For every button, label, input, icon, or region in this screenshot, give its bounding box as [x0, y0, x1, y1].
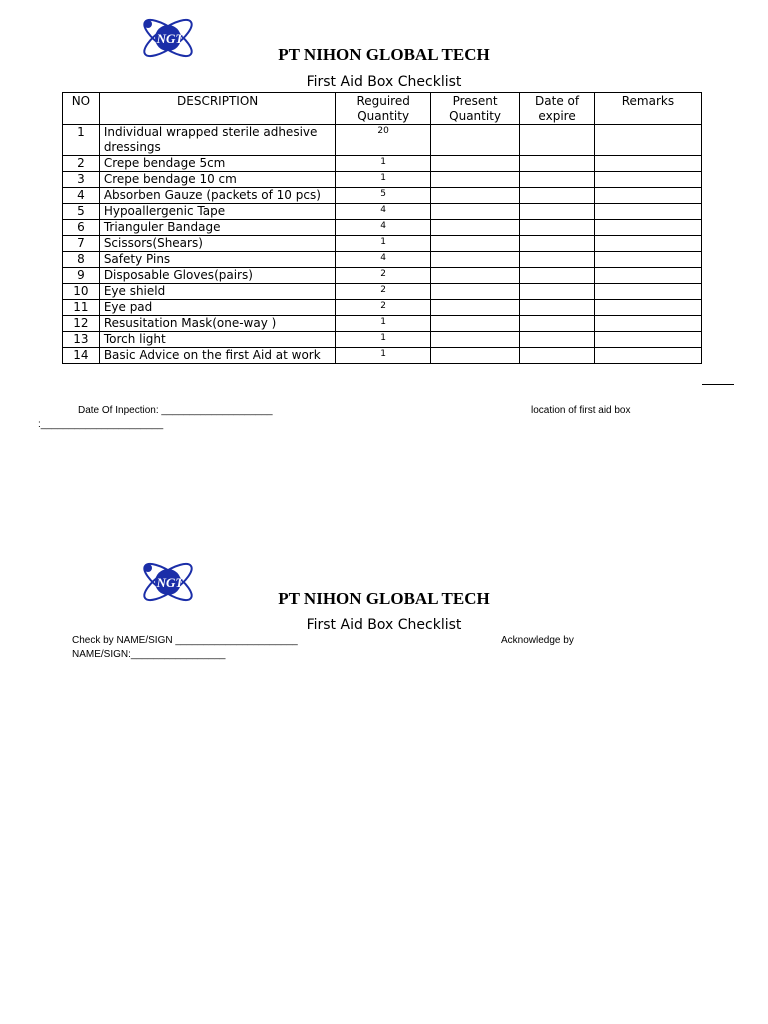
- row-number: 12: [63, 316, 100, 332]
- row-date-of-expire-cell[interactable]: [520, 332, 594, 348]
- row-remarks-cell[interactable]: [594, 188, 701, 204]
- row-remarks-cell[interactable]: [594, 300, 701, 316]
- location-field[interactable]: :______________________: [38, 419, 164, 430]
- header-no: NO: [63, 93, 100, 125]
- row-present-quantity-cell[interactable]: [430, 125, 519, 156]
- row-remarks-cell[interactable]: [594, 236, 701, 252]
- row-number: 11: [63, 300, 100, 316]
- row-required-quantity: 1: [336, 348, 430, 364]
- acknowledge-label: Acknowledge by: [501, 635, 574, 646]
- row-remarks-cell[interactable]: [594, 284, 701, 300]
- company-name: PT NIHON GLOBAL TECH: [278, 45, 490, 64]
- table-row: [63, 252, 702, 268]
- row-required-quantity: 5: [336, 188, 430, 204]
- row-present-quantity-cell[interactable]: [430, 188, 519, 204]
- row-required-quantity: 1: [336, 236, 430, 252]
- company-name: PT NIHON GLOBAL TECH: [278, 589, 490, 608]
- row-date-of-expire-cell[interactable]: [520, 236, 594, 252]
- table-row: [63, 125, 702, 156]
- header-description: DESCRIPTION: [99, 93, 336, 125]
- row-number: 14: [63, 348, 100, 364]
- table-row: [63, 348, 702, 364]
- table-trailing-line: [702, 384, 734, 385]
- row-required-quantity: 2: [336, 300, 430, 316]
- row-number: 6: [63, 220, 100, 236]
- row-date-of-expire-cell[interactable]: [520, 125, 594, 156]
- row-required-quantity: 1: [336, 316, 430, 332]
- row-number: 13: [63, 332, 100, 348]
- row-date-of-expire-cell[interactable]: [520, 316, 594, 332]
- row-remarks-cell[interactable]: [594, 332, 701, 348]
- table-row: [63, 284, 702, 300]
- row-date-of-expire-cell[interactable]: [520, 300, 594, 316]
- logo-text: NGT: [156, 575, 184, 590]
- row-date-of-expire-cell[interactable]: [520, 268, 594, 284]
- row-date-of-expire-cell[interactable]: [520, 284, 594, 300]
- row-description: Eye shield: [99, 284, 336, 300]
- table-row: [63, 172, 702, 188]
- table-row: [63, 268, 702, 284]
- row-present-quantity-cell[interactable]: [430, 172, 519, 188]
- table-row: [63, 204, 702, 220]
- row-description: Resusitation Mask(one-way ): [99, 316, 336, 332]
- row-number: 7: [63, 236, 100, 252]
- row-description: Torch light: [99, 332, 336, 348]
- row-number: 5: [63, 204, 100, 220]
- row-description: Absorben Gauze (packets of 10 pcs): [99, 188, 336, 204]
- table-row: [63, 188, 702, 204]
- header-present-quantity: Present Quantity: [430, 93, 519, 125]
- row-number: 9: [63, 268, 100, 284]
- row-remarks-cell[interactable]: [594, 316, 701, 332]
- row-number: 4: [63, 188, 100, 204]
- row-required-quantity: 1: [336, 332, 430, 348]
- row-present-quantity-cell[interactable]: [430, 300, 519, 316]
- row-required-quantity: 4: [336, 252, 430, 268]
- row-description: Crepe bendage 5cm: [99, 156, 336, 172]
- row-date-of-expire-cell[interactable]: [520, 348, 594, 364]
- row-description: Eye pad: [99, 300, 336, 316]
- row-required-quantity: 4: [336, 204, 430, 220]
- table-row: [63, 236, 702, 252]
- row-description: Safety Pins: [99, 252, 336, 268]
- row-date-of-expire-cell[interactable]: [520, 204, 594, 220]
- row-description: Trianguler Bandage: [99, 220, 336, 236]
- row-description: Individual wrapped sterile adhesive dressings: [99, 125, 336, 156]
- row-required-quantity: 2: [336, 284, 430, 300]
- row-date-of-expire-cell[interactable]: [520, 188, 594, 204]
- row-present-quantity-cell[interactable]: [430, 236, 519, 252]
- row-number: 8: [63, 252, 100, 268]
- row-remarks-cell[interactable]: [594, 220, 701, 236]
- row-required-quantity: 1: [336, 172, 430, 188]
- row-present-quantity-cell[interactable]: [430, 220, 519, 236]
- row-present-quantity-cell[interactable]: [430, 284, 519, 300]
- acknowledge-sign-field[interactable]: NAME/SIGN:_________________: [72, 649, 226, 660]
- row-present-quantity-cell[interactable]: [430, 348, 519, 364]
- row-description: Disposable Gloves(pairs): [99, 268, 336, 284]
- row-required-quantity: 2: [336, 268, 430, 284]
- header-date-of-expire: Date of expire: [520, 93, 594, 125]
- row-remarks-cell[interactable]: [594, 348, 701, 364]
- location-label: location of first aid box: [531, 405, 631, 416]
- row-number: 3: [63, 172, 100, 188]
- row-present-quantity-cell[interactable]: [430, 268, 519, 284]
- row-remarks-cell[interactable]: [594, 125, 701, 156]
- row-remarks-cell[interactable]: [594, 268, 701, 284]
- check-by-field[interactable]: Check by NAME/SIGN ______________________: [72, 635, 298, 646]
- row-required-quantity: 20: [336, 125, 430, 156]
- table-row: [63, 316, 702, 332]
- row-remarks-cell[interactable]: [594, 156, 701, 172]
- row-required-quantity: 1: [336, 156, 430, 172]
- row-present-quantity-cell[interactable]: [430, 316, 519, 332]
- date-of-inspection-field[interactable]: Date Of Inpection: ____________________: [78, 405, 273, 416]
- row-description: Crepe bendage 10 cm: [99, 172, 336, 188]
- row-date-of-expire-cell[interactable]: [520, 156, 594, 172]
- table-row: [63, 332, 702, 348]
- table-header-row: [63, 93, 702, 125]
- checklist-title: First Aid Box Checklist: [306, 74, 462, 90]
- row-number: 1: [63, 125, 100, 156]
- row-date-of-expire-cell[interactable]: [520, 252, 594, 268]
- table-row: [63, 156, 702, 172]
- row-date-of-expire-cell[interactable]: [520, 220, 594, 236]
- row-present-quantity-cell[interactable]: [430, 332, 519, 348]
- row-required-quantity: 4: [336, 220, 430, 236]
- checklist-table: [62, 92, 702, 364]
- logo-text: NGT: [156, 31, 184, 46]
- row-date-of-expire-cell[interactable]: [520, 172, 594, 188]
- row-description: Scissors(Shears): [99, 236, 336, 252]
- row-present-quantity-cell[interactable]: [430, 156, 519, 172]
- row-number: 10: [63, 284, 100, 300]
- row-remarks-cell[interactable]: [594, 204, 701, 220]
- row-description: Hypoallergenic Tape: [99, 204, 336, 220]
- row-present-quantity-cell[interactable]: [430, 204, 519, 220]
- row-remarks-cell[interactable]: [594, 252, 701, 268]
- table-row: [63, 300, 702, 316]
- row-remarks-cell[interactable]: [594, 172, 701, 188]
- row-description: Basic Advice on the first Aid at work: [99, 348, 336, 364]
- header-required-quantity: Reguired Quantity: [336, 93, 430, 125]
- row-present-quantity-cell[interactable]: [430, 252, 519, 268]
- table-row: [63, 220, 702, 236]
- row-number: 2: [63, 156, 100, 172]
- checklist-title: First Aid Box Checklist: [306, 617, 462, 633]
- header-remarks: Remarks: [594, 93, 701, 125]
